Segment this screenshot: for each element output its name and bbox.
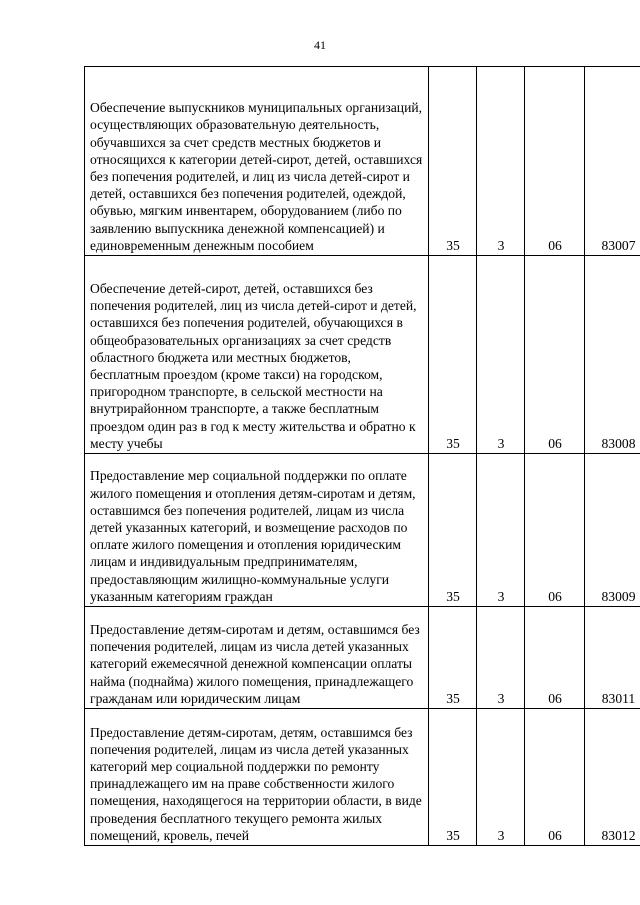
- code-cell-2: 3: [477, 454, 525, 607]
- table-row: [85, 709, 640, 846]
- row-description: Предоставление мер социальной поддержки по оплате жилого помещения и отопления детям-сиротам и детям, оставшимся без попечения родителей, лицам из числа детей указанных категорий, и возмещение расходов по оплате жилого помещения и отопления юридическим лицам и индивидуальным предпринимателям, предоставляющим жилищно-коммунальные услуги указанным категориям граждан: [85, 454, 429, 607]
- code-cell-1: 35: [429, 67, 477, 256]
- code-cell-3: 06: [525, 709, 585, 846]
- code-cell-2: 3: [477, 607, 525, 709]
- row-description: Предоставление детям-сиротам и детям, оставшимся без попечения родителей, лицам из числа детей указанных категорий ежемесячной денежной компенсации оплаты найма (поднайма) жилого помещения, принадлежащего гражданам или юридическим лицам: [85, 607, 429, 709]
- code-cell-4: 83012: [585, 709, 640, 846]
- code-cell-4: 83007: [585, 67, 640, 256]
- row-description: Предоставление детям-сиротам, детям, оставшимся без попечения родителей, лицам из числа детей указанных категорий мер социальной поддержки по ремонту принадлежащего им на праве собственности жилого помещения, находящегося на территории области, в виде проведения бесплатного текущего ремонта жилых помещений, кровель, печей: [85, 709, 429, 846]
- code-cell-4: 83008: [585, 256, 640, 454]
- row-description: Обеспечение детей-сирот, детей, оставшихся без попечения родителей, лиц из числа детей-сирот и детей, оставшихся без попечения родителей, обучающихся в общеобразовательных организациях за счет средств областного бюджета или местных бюджетов, бесплатным проездом (кроме такси) на городском, пригородном транспорте, в сельской местности на внутрирайонном транспорте, а также бесплатным проездом один раз в год к месту жительства и обратно к месту учебы: [85, 256, 429, 454]
- code-cell-4: 83011: [585, 607, 640, 709]
- table-row: [85, 67, 640, 256]
- code-cell-1: 35: [429, 256, 477, 454]
- code-cell-2: 3: [477, 67, 525, 256]
- code-cell-4: 83009: [585, 454, 640, 607]
- code-cell-3: 06: [525, 454, 585, 607]
- table-row: [85, 454, 640, 607]
- code-cell-3: 06: [525, 607, 585, 709]
- code-cell-2: 3: [477, 709, 525, 846]
- row-description: Обеспечение выпускников муниципальных организаций, осуществляющих образовательную деятельность, обучавшихся за счет средств местных бюджетов и относящихся к категории детей-сирот, детей, оставшихся без попечения родителей, и лиц из числа детей-сирот и детей, оставшихся без попечения родителей, одеждой, обувью, мягким инвентарем, оборудованием (либо по заявлению выпускника денежной компенсацией) и единовременным денежным пособием: [85, 67, 429, 256]
- code-cell-3: 06: [525, 67, 585, 256]
- table-row: [85, 607, 640, 709]
- table-row: [85, 256, 640, 454]
- code-cell-3: 06: [525, 256, 585, 454]
- code-cell-1: 35: [429, 709, 477, 846]
- budget-classification-table: [84, 66, 640, 846]
- page-number: 41: [314, 38, 326, 52]
- code-cell-2: 3: [477, 256, 525, 454]
- code-cell-1: 35: [429, 454, 477, 607]
- code-cell-1: 35: [429, 607, 477, 709]
